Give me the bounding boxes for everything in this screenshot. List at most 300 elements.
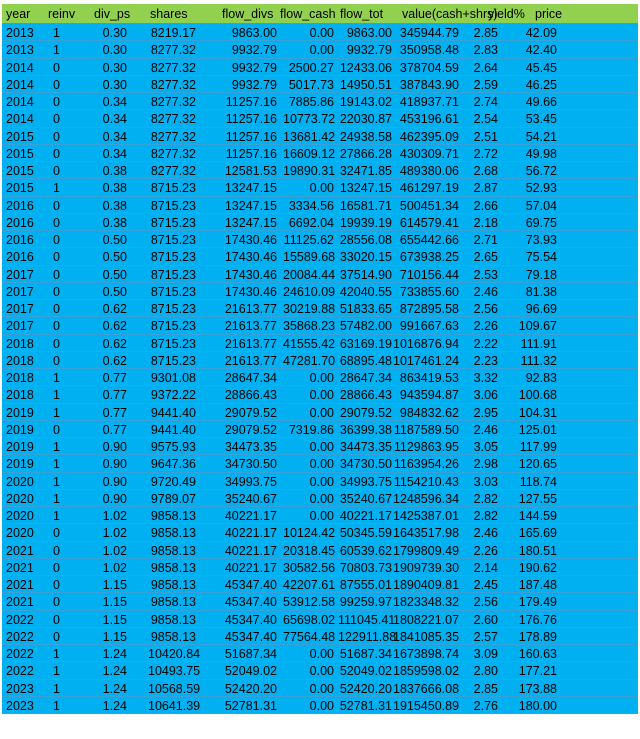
table-cell[interactable]: 40221.17 bbox=[224, 560, 277, 575]
table-cell[interactable]: 13247.15 bbox=[224, 198, 277, 213]
table-cell[interactable]: 984832.62 bbox=[399, 405, 459, 420]
table-cell[interactable]: 173.88 bbox=[518, 681, 557, 696]
table-cell[interactable]: 0.00 bbox=[309, 647, 334, 661]
table-cell[interactable]: 2018 bbox=[6, 336, 34, 351]
table-cell[interactable]: 1859598.02 bbox=[393, 664, 460, 679]
table-cell[interactable]: 2013 bbox=[6, 43, 34, 58]
table-cell[interactable]: 1 bbox=[53, 509, 60, 523]
table-cell[interactable]: 179.49 bbox=[518, 595, 557, 610]
table-cell[interactable]: 0.62 bbox=[102, 353, 127, 368]
table-cell[interactable]: 45347.40 bbox=[224, 612, 277, 627]
table-cell[interactable]: 2.80 bbox=[473, 664, 498, 679]
table-cell[interactable]: 34730.50 bbox=[339, 457, 392, 472]
table-cell[interactable]: 17430.46 bbox=[224, 233, 277, 247]
table-cell[interactable]: 0.00 bbox=[309, 43, 334, 58]
table-cell[interactable]: 2.18 bbox=[473, 215, 498, 230]
table-cell[interactable]: 1 bbox=[53, 681, 60, 696]
table-cell[interactable]: 673938.25 bbox=[399, 250, 459, 265]
table-cell[interactable]: 9720.49 bbox=[150, 474, 196, 489]
table-cell[interactable]: 2022 bbox=[6, 664, 34, 679]
table-cell[interactable]: 0.34 bbox=[102, 112, 127, 127]
table-cell[interactable]: 12581.53 bbox=[224, 164, 277, 178]
table-cell[interactable]: 2.65 bbox=[473, 250, 498, 265]
table-cell[interactable]: 430309.71 bbox=[399, 146, 459, 161]
table-cell[interactable]: 0.00 bbox=[309, 181, 334, 196]
table-cell[interactable]: 10568.59 bbox=[148, 681, 201, 696]
table-cell[interactable]: 1823348.32 bbox=[393, 595, 460, 610]
table-cell[interactable]: 9858.13 bbox=[150, 560, 196, 575]
table-cell[interactable]: 6692.04 bbox=[288, 215, 334, 230]
table-cell[interactable]: 29079.52 bbox=[224, 405, 277, 420]
table-cell[interactable]: 2.56 bbox=[473, 302, 498, 316]
table-cell[interactable]: 81.38 bbox=[525, 284, 557, 299]
table-cell[interactable]: 0.77 bbox=[102, 371, 127, 385]
table-cell[interactable]: 0 bbox=[53, 233, 60, 247]
table-cell[interactable]: 117.99 bbox=[519, 440, 557, 454]
table-cell[interactable]: 2018 bbox=[6, 388, 34, 403]
table-cell[interactable]: 52049.02 bbox=[339, 664, 392, 679]
table-cell[interactable]: 0.50 bbox=[102, 233, 127, 247]
table-cell[interactable]: 53912.58 bbox=[283, 595, 336, 610]
table-cell[interactable]: 2013 bbox=[6, 26, 34, 40]
table-cell[interactable]: 42040.55 bbox=[339, 284, 392, 299]
table-cell[interactable]: 2023 bbox=[6, 698, 34, 713]
table-cell[interactable]: 2015 bbox=[6, 164, 34, 178]
column-header[interactable]: flow_tot bbox=[340, 7, 384, 21]
table-cell[interactable]: 0 bbox=[53, 77, 60, 92]
table-cell[interactable]: 99259.97 bbox=[339, 595, 392, 610]
table-cell[interactable]: 1841085.35 bbox=[393, 629, 460, 644]
table-cell[interactable]: 8715.23 bbox=[150, 353, 196, 368]
table-cell[interactable]: 0 bbox=[53, 422, 60, 437]
table-cell[interactable]: 0.38 bbox=[102, 181, 127, 196]
table-cell[interactable]: 19890.31 bbox=[283, 164, 336, 178]
table-cell[interactable]: 63169.19 bbox=[339, 336, 392, 351]
table-cell[interactable]: 614579.41 bbox=[399, 215, 459, 230]
table-cell[interactable]: 2.82 bbox=[473, 509, 498, 523]
table-cell[interactable]: 2021 bbox=[6, 595, 34, 610]
table-cell[interactable]: 0.62 bbox=[102, 336, 127, 351]
table-cell[interactable]: 0 bbox=[53, 267, 60, 282]
table-cell[interactable]: 70803.73 bbox=[339, 560, 392, 575]
table-cell[interactable]: 111045.41 bbox=[338, 612, 396, 627]
table-cell[interactable]: 8715.23 bbox=[150, 198, 196, 213]
table-cell[interactable]: 1890409.81 bbox=[393, 578, 460, 592]
table-cell[interactable]: 46.25 bbox=[525, 77, 557, 92]
table-cell[interactable]: 0.90 bbox=[102, 457, 127, 472]
table-cell[interactable]: 13247.15 bbox=[339, 181, 392, 196]
table-cell[interactable]: 9858.13 bbox=[150, 612, 196, 627]
table-cell[interactable]: 0.00 bbox=[309, 405, 334, 420]
table-cell[interactable]: 2017 bbox=[6, 284, 34, 299]
table-cell[interactable]: 178.89 bbox=[518, 629, 557, 644]
table-cell[interactable]: 8277.32 bbox=[150, 129, 196, 144]
table-cell[interactable]: 8715.23 bbox=[150, 250, 196, 265]
table-cell[interactable]: 52049.02 bbox=[224, 664, 277, 679]
table-cell[interactable]: 943594.87 bbox=[399, 388, 459, 403]
table-cell[interactable]: 0 bbox=[53, 336, 60, 351]
table-cell[interactable]: 118.74 bbox=[519, 474, 557, 489]
table-cell[interactable]: 2022 bbox=[6, 629, 34, 644]
table-cell[interactable]: 1 bbox=[53, 26, 60, 40]
table-cell[interactable]: 125.01 bbox=[518, 422, 557, 437]
table-cell[interactable]: 13247.15 bbox=[224, 215, 277, 230]
table-cell[interactable]: 7319.86 bbox=[288, 422, 334, 437]
table-cell[interactable]: 1643517.98 bbox=[393, 526, 460, 541]
table-cell[interactable]: 0.34 bbox=[102, 95, 127, 109]
table-cell[interactable]: 52781.31 bbox=[224, 698, 277, 713]
table-cell[interactable]: 111.91 bbox=[520, 336, 557, 351]
table-cell[interactable]: 5017.73 bbox=[288, 77, 334, 92]
table-cell[interactable]: 0 bbox=[53, 284, 60, 299]
table-cell[interactable]: 3.06 bbox=[473, 388, 498, 403]
table-cell[interactable]: 2014 bbox=[6, 95, 34, 109]
table-cell[interactable]: 0.62 bbox=[102, 319, 127, 334]
table-cell[interactable]: 10420.84 bbox=[148, 647, 201, 661]
table-cell[interactable]: 28866.43 bbox=[224, 388, 277, 403]
table-cell[interactable]: 21613.77 bbox=[224, 319, 277, 334]
table-cell[interactable]: 0 bbox=[53, 164, 60, 178]
table-cell[interactable]: 2.46 bbox=[473, 526, 498, 541]
table-cell[interactable]: 104.31 bbox=[518, 405, 557, 420]
table-cell[interactable]: 36399.38 bbox=[339, 422, 392, 437]
table-cell[interactable]: 2016 bbox=[6, 233, 34, 247]
table-cell[interactable]: 0.90 bbox=[102, 491, 127, 506]
table-cell[interactable]: 0 bbox=[53, 250, 60, 265]
table-cell[interactable]: 733855.60 bbox=[399, 284, 459, 299]
table-cell[interactable]: 2.74 bbox=[473, 95, 498, 109]
table-cell[interactable]: 40221.17 bbox=[224, 543, 277, 558]
table-cell[interactable]: 2.66 bbox=[473, 198, 498, 213]
table-cell[interactable]: 96.69 bbox=[525, 302, 557, 316]
table-cell[interactable]: 8715.23 bbox=[150, 233, 196, 247]
table-cell[interactable]: 160.63 bbox=[518, 647, 557, 661]
table-cell[interactable]: 378704.59 bbox=[399, 60, 459, 75]
table-cell[interactable]: 655442.66 bbox=[399, 233, 459, 247]
table-cell[interactable]: 21613.77 bbox=[224, 353, 277, 368]
table-cell[interactable]: 176.76 bbox=[518, 612, 557, 627]
table-cell[interactable]: 2.85 bbox=[473, 26, 498, 40]
table-cell[interactable]: 0.30 bbox=[102, 60, 127, 75]
table-cell[interactable]: 2014 bbox=[6, 77, 34, 92]
table-cell[interactable]: 2019 bbox=[6, 457, 34, 472]
table-cell[interactable]: 0.38 bbox=[102, 164, 127, 178]
table-cell[interactable]: 8715.23 bbox=[150, 302, 196, 316]
table-cell[interactable]: 34730.50 bbox=[224, 457, 277, 472]
table-cell[interactable]: 40221.17 bbox=[339, 509, 392, 523]
table-cell[interactable]: 1.02 bbox=[102, 526, 127, 541]
table-cell[interactable]: 2.26 bbox=[473, 319, 498, 334]
table-cell[interactable]: 0 bbox=[53, 578, 60, 592]
table-cell[interactable]: 2021 bbox=[6, 560, 34, 575]
table-cell[interactable]: 45347.40 bbox=[224, 578, 277, 592]
table-cell[interactable]: 9789.07 bbox=[150, 491, 196, 506]
table-cell[interactable]: 34473.35 bbox=[224, 440, 277, 454]
table-cell[interactable]: 0.00 bbox=[309, 457, 334, 472]
table-cell[interactable]: 1673898.74 bbox=[393, 647, 460, 661]
table-cell[interactable]: 2.45 bbox=[473, 578, 498, 592]
table-cell[interactable]: 12433.06 bbox=[339, 60, 392, 75]
column-header[interactable]: shares bbox=[150, 7, 188, 21]
table-cell[interactable]: 8715.23 bbox=[150, 215, 196, 230]
table-cell[interactable]: 41555.42 bbox=[283, 336, 336, 351]
table-cell[interactable]: 77564.48 bbox=[283, 629, 336, 644]
table-cell[interactable]: 190.62 bbox=[518, 560, 557, 575]
table-cell[interactable]: 8277.32 bbox=[150, 60, 196, 75]
table-cell[interactable]: 11125.62 bbox=[283, 233, 334, 247]
table-cell[interactable]: 8715.23 bbox=[150, 284, 196, 299]
table-cell[interactable]: 111.32 bbox=[520, 353, 557, 368]
column-header[interactable]: yield% bbox=[488, 7, 525, 21]
table-cell[interactable]: 73.93 bbox=[525, 233, 557, 247]
table-cell[interactable]: 2.72 bbox=[473, 146, 498, 161]
table-cell[interactable]: 19143.02 bbox=[339, 95, 392, 109]
table-cell[interactable]: 1.02 bbox=[102, 560, 127, 575]
table-cell[interactable]: 30219.88 bbox=[283, 302, 336, 316]
table-cell[interactable]: 29079.52 bbox=[339, 405, 392, 420]
table-cell[interactable]: 1.24 bbox=[102, 681, 127, 696]
table-cell[interactable]: 52420.20 bbox=[339, 681, 392, 696]
table-cell[interactable]: 2017 bbox=[6, 319, 34, 334]
table-cell[interactable]: 1909739.30 bbox=[393, 560, 460, 575]
table-cell[interactable]: 40221.17 bbox=[224, 509, 277, 523]
table-cell[interactable]: 0.00 bbox=[309, 388, 334, 403]
table-cell[interactable]: 1.15 bbox=[102, 578, 127, 592]
table-cell[interactable]: 0.50 bbox=[102, 284, 127, 299]
table-cell[interactable]: 0.90 bbox=[102, 440, 127, 454]
table-cell[interactable]: 0 bbox=[53, 353, 60, 368]
table-cell[interactable]: 9863.00 bbox=[231, 26, 277, 40]
table-cell[interactable]: 1 bbox=[53, 491, 60, 506]
table-cell[interactable]: 79.18 bbox=[525, 267, 557, 282]
table-cell[interactable]: 1 bbox=[53, 43, 60, 58]
table-cell[interactable]: 1 bbox=[53, 181, 60, 196]
table-cell[interactable]: 52781.31 bbox=[339, 698, 392, 713]
table-cell[interactable]: 127.55 bbox=[518, 491, 557, 506]
column-header[interactable]: flow_cash bbox=[280, 7, 336, 21]
table-cell[interactable]: 2.87 bbox=[473, 181, 498, 196]
table-cell[interactable]: 37514.90 bbox=[339, 267, 392, 282]
table-cell[interactable]: 2023 bbox=[6, 681, 34, 696]
table-cell[interactable]: 710156.44 bbox=[399, 267, 459, 282]
table-cell[interactable]: 0.00 bbox=[309, 664, 334, 679]
table-cell[interactable]: 2014 bbox=[6, 60, 34, 75]
table-cell[interactable]: 1.02 bbox=[102, 543, 127, 558]
table-cell[interactable]: 17430.46 bbox=[224, 250, 277, 265]
table-cell[interactable]: 2.64 bbox=[473, 60, 498, 75]
table-cell[interactable]: 9858.13 bbox=[150, 595, 196, 610]
table-cell[interactable]: 0 bbox=[53, 543, 60, 558]
table-cell[interactable]: 109.67 bbox=[518, 319, 557, 334]
table-cell[interactable]: 13247.15 bbox=[224, 181, 277, 196]
table-cell[interactable]: 49.98 bbox=[525, 146, 557, 161]
table-cell[interactable]: 1 bbox=[53, 457, 60, 472]
table-cell[interactable]: 0 bbox=[53, 319, 60, 334]
table-cell[interactable]: 68895.48 bbox=[339, 353, 392, 368]
table-cell[interactable]: 1 bbox=[53, 405, 60, 420]
table-cell[interactable]: 0.50 bbox=[102, 250, 127, 265]
table-cell[interactable]: 42.40 bbox=[525, 43, 557, 58]
table-cell[interactable]: 34993.75 bbox=[224, 474, 277, 489]
table-cell[interactable]: 0.38 bbox=[102, 215, 127, 230]
table-cell[interactable]: 1 bbox=[53, 440, 60, 454]
table-cell[interactable]: 0.34 bbox=[102, 146, 127, 161]
table-cell[interactable]: 0 bbox=[53, 198, 60, 213]
table-cell[interactable]: 0 bbox=[53, 560, 60, 575]
table-cell[interactable]: 2.57 bbox=[473, 629, 498, 644]
table-cell[interactable]: 1.15 bbox=[102, 629, 127, 644]
column-header[interactable]: year bbox=[6, 7, 31, 21]
column-header[interactable]: price bbox=[535, 7, 563, 21]
table-cell[interactable]: 1.24 bbox=[102, 647, 127, 661]
table-cell[interactable]: 0 bbox=[53, 595, 60, 610]
table-cell[interactable]: 1799809.49 bbox=[393, 543, 460, 558]
table-cell[interactable]: 187.48 bbox=[518, 578, 557, 592]
table-cell[interactable]: 10641.39 bbox=[148, 698, 201, 713]
table-cell[interactable]: 14950.51 bbox=[339, 77, 392, 92]
table-cell[interactable]: 0.77 bbox=[102, 405, 127, 420]
table-cell[interactable]: 49.66 bbox=[525, 95, 557, 109]
table-cell[interactable]: 10493.75 bbox=[148, 664, 201, 679]
table-cell[interactable]: 13681.42 bbox=[283, 129, 336, 144]
table-cell[interactable]: 1163954.26 bbox=[393, 457, 459, 472]
table-cell[interactable]: 461297.19 bbox=[399, 181, 459, 196]
table-cell[interactable]: 2.83 bbox=[473, 43, 498, 58]
table-cell[interactable]: 0.00 bbox=[309, 371, 334, 385]
table-cell[interactable]: 15589.68 bbox=[283, 250, 336, 265]
table-cell[interactable]: 0 bbox=[53, 95, 60, 109]
table-cell[interactable]: 2.22 bbox=[473, 336, 498, 351]
table-cell[interactable]: 52.93 bbox=[525, 181, 557, 196]
table-cell[interactable]: 1187589.50 bbox=[393, 422, 459, 437]
column-header[interactable]: value(cash+shrs) bbox=[402, 7, 498, 21]
table-cell[interactable]: 11257.16 bbox=[225, 146, 277, 161]
table-cell[interactable]: 2018 bbox=[6, 353, 34, 368]
table-cell[interactable]: 60539.62 bbox=[339, 543, 392, 558]
table-cell[interactable]: 32471.85 bbox=[339, 164, 392, 178]
table-cell[interactable]: 0 bbox=[53, 129, 60, 144]
table-cell[interactable]: 2016 bbox=[6, 215, 34, 230]
table-cell[interactable]: 56.72 bbox=[525, 164, 557, 178]
table-cell[interactable]: 0.77 bbox=[102, 388, 127, 403]
table-cell[interactable]: 2019 bbox=[6, 440, 34, 454]
table-cell[interactable]: 0.00 bbox=[309, 474, 334, 489]
table-cell[interactable]: 2.51 bbox=[473, 129, 498, 144]
table-cell[interactable]: 7885.86 bbox=[288, 95, 334, 109]
table-cell[interactable]: 350958.48 bbox=[399, 43, 459, 58]
table-cell[interactable]: 28647.34 bbox=[339, 371, 392, 385]
table-cell[interactable]: 177.21 bbox=[518, 664, 557, 679]
table-cell[interactable]: 0.90 bbox=[102, 474, 127, 489]
table-cell[interactable]: 9858.13 bbox=[150, 509, 196, 523]
table-cell[interactable]: 2020 bbox=[6, 491, 34, 506]
table-cell[interactable]: 0 bbox=[53, 215, 60, 230]
table-cell[interactable]: 0 bbox=[53, 629, 60, 644]
table-cell[interactable]: 35868.23 bbox=[283, 319, 336, 334]
table-cell[interactable]: 3.32 bbox=[473, 371, 498, 385]
table-cell[interactable]: 2.53 bbox=[473, 267, 498, 282]
table-cell[interactable]: 144.59 bbox=[518, 509, 557, 523]
table-cell[interactable]: 9932.79 bbox=[231, 60, 277, 75]
table-cell[interactable]: 2017 bbox=[6, 302, 34, 316]
table-cell[interactable]: 20084.44 bbox=[283, 267, 336, 282]
table-cell[interactable]: 3334.56 bbox=[288, 198, 334, 213]
table-cell[interactable]: 2018 bbox=[6, 371, 34, 385]
table-cell[interactable]: 87555.01 bbox=[339, 578, 392, 592]
table-cell[interactable]: 22030.87 bbox=[339, 112, 392, 127]
table-cell[interactable]: 1915450.89 bbox=[393, 698, 460, 713]
table-cell[interactable]: 180.00 bbox=[518, 698, 557, 713]
table-cell[interactable]: 9858.13 bbox=[150, 543, 196, 558]
table-cell[interactable]: 11257.16 bbox=[225, 112, 277, 127]
table-cell[interactable]: 9858.13 bbox=[150, 526, 196, 541]
table-cell[interactable]: 47281.70 bbox=[283, 353, 336, 368]
table-cell[interactable]: 0.38 bbox=[102, 198, 127, 213]
table-cell[interactable]: 53.45 bbox=[525, 112, 557, 127]
table-cell[interactable]: 9858.13 bbox=[150, 629, 196, 644]
table-cell[interactable]: 0.00 bbox=[309, 698, 334, 713]
table-cell[interactable]: 180.51 bbox=[518, 543, 557, 558]
table-cell[interactable]: 0.50 bbox=[102, 267, 127, 282]
table-cell[interactable]: 51687.34 bbox=[224, 647, 277, 661]
table-cell[interactable]: 2500.27 bbox=[288, 60, 334, 75]
table-cell[interactable]: 1 bbox=[53, 664, 60, 679]
table-cell[interactable]: 2.59 bbox=[473, 77, 498, 92]
table-cell[interactable]: 8715.23 bbox=[150, 336, 196, 351]
table-cell[interactable]: 0.00 bbox=[309, 681, 334, 696]
table-cell[interactable]: 1837666.08 bbox=[393, 681, 460, 696]
table-cell[interactable]: 8277.32 bbox=[150, 43, 196, 58]
table-cell[interactable]: 122911.88 bbox=[338, 629, 397, 644]
table-cell[interactable]: 28647.34 bbox=[224, 371, 277, 385]
table-cell[interactable]: 0.77 bbox=[102, 422, 127, 437]
table-cell[interactable]: 24610.09 bbox=[283, 284, 336, 299]
table-cell[interactable]: 11257.16 bbox=[225, 129, 277, 144]
table-cell[interactable]: 462395.09 bbox=[399, 129, 459, 144]
table-cell[interactable]: 45.45 bbox=[525, 60, 557, 75]
table-cell[interactable]: 16581.71 bbox=[339, 198, 392, 213]
table-cell[interactable]: 1 bbox=[53, 371, 60, 385]
table-cell[interactable]: 30582.56 bbox=[283, 560, 336, 575]
table-cell[interactable]: 0.34 bbox=[102, 129, 127, 144]
table-cell[interactable]: 75.54 bbox=[525, 250, 557, 265]
table-cell[interactable]: 0.00 bbox=[309, 440, 334, 454]
table-cell[interactable]: 9932.79 bbox=[231, 43, 277, 58]
table-cell[interactable]: 28556.08 bbox=[339, 233, 392, 247]
table-cell[interactable]: 1248596.34 bbox=[393, 491, 460, 506]
table-cell[interactable]: 418937.71 bbox=[399, 95, 459, 109]
table-cell[interactable]: 92.83 bbox=[525, 371, 557, 385]
table-cell[interactable]: 9575.93 bbox=[150, 440, 196, 454]
table-cell[interactable]: 28866.43 bbox=[339, 388, 392, 403]
table-cell[interactable]: 453196.61 bbox=[399, 112, 459, 127]
table-cell[interactable]: 1425387.01 bbox=[393, 509, 460, 523]
table-cell[interactable]: 1.24 bbox=[102, 664, 127, 679]
table-cell[interactable]: 991667.63 bbox=[399, 319, 459, 334]
table-cell[interactable]: 0 bbox=[53, 146, 60, 161]
table-cell[interactable]: 40221.17 bbox=[224, 526, 277, 541]
table-cell[interactable]: 489380.06 bbox=[399, 164, 459, 178]
table-cell[interactable]: 9932.79 bbox=[231, 77, 277, 92]
table-cell[interactable]: 42207.61 bbox=[283, 578, 336, 592]
table-cell[interactable]: 20318.45 bbox=[283, 543, 336, 558]
table-cell[interactable]: 8277.32 bbox=[150, 146, 196, 161]
table-cell[interactable]: 165.69 bbox=[518, 526, 557, 541]
table-cell[interactable]: 863419.53 bbox=[399, 371, 459, 385]
table-cell[interactable]: 51687.34 bbox=[339, 647, 392, 661]
table-cell[interactable]: 872895.58 bbox=[399, 302, 459, 316]
table-cell[interactable]: 1 bbox=[53, 647, 60, 661]
